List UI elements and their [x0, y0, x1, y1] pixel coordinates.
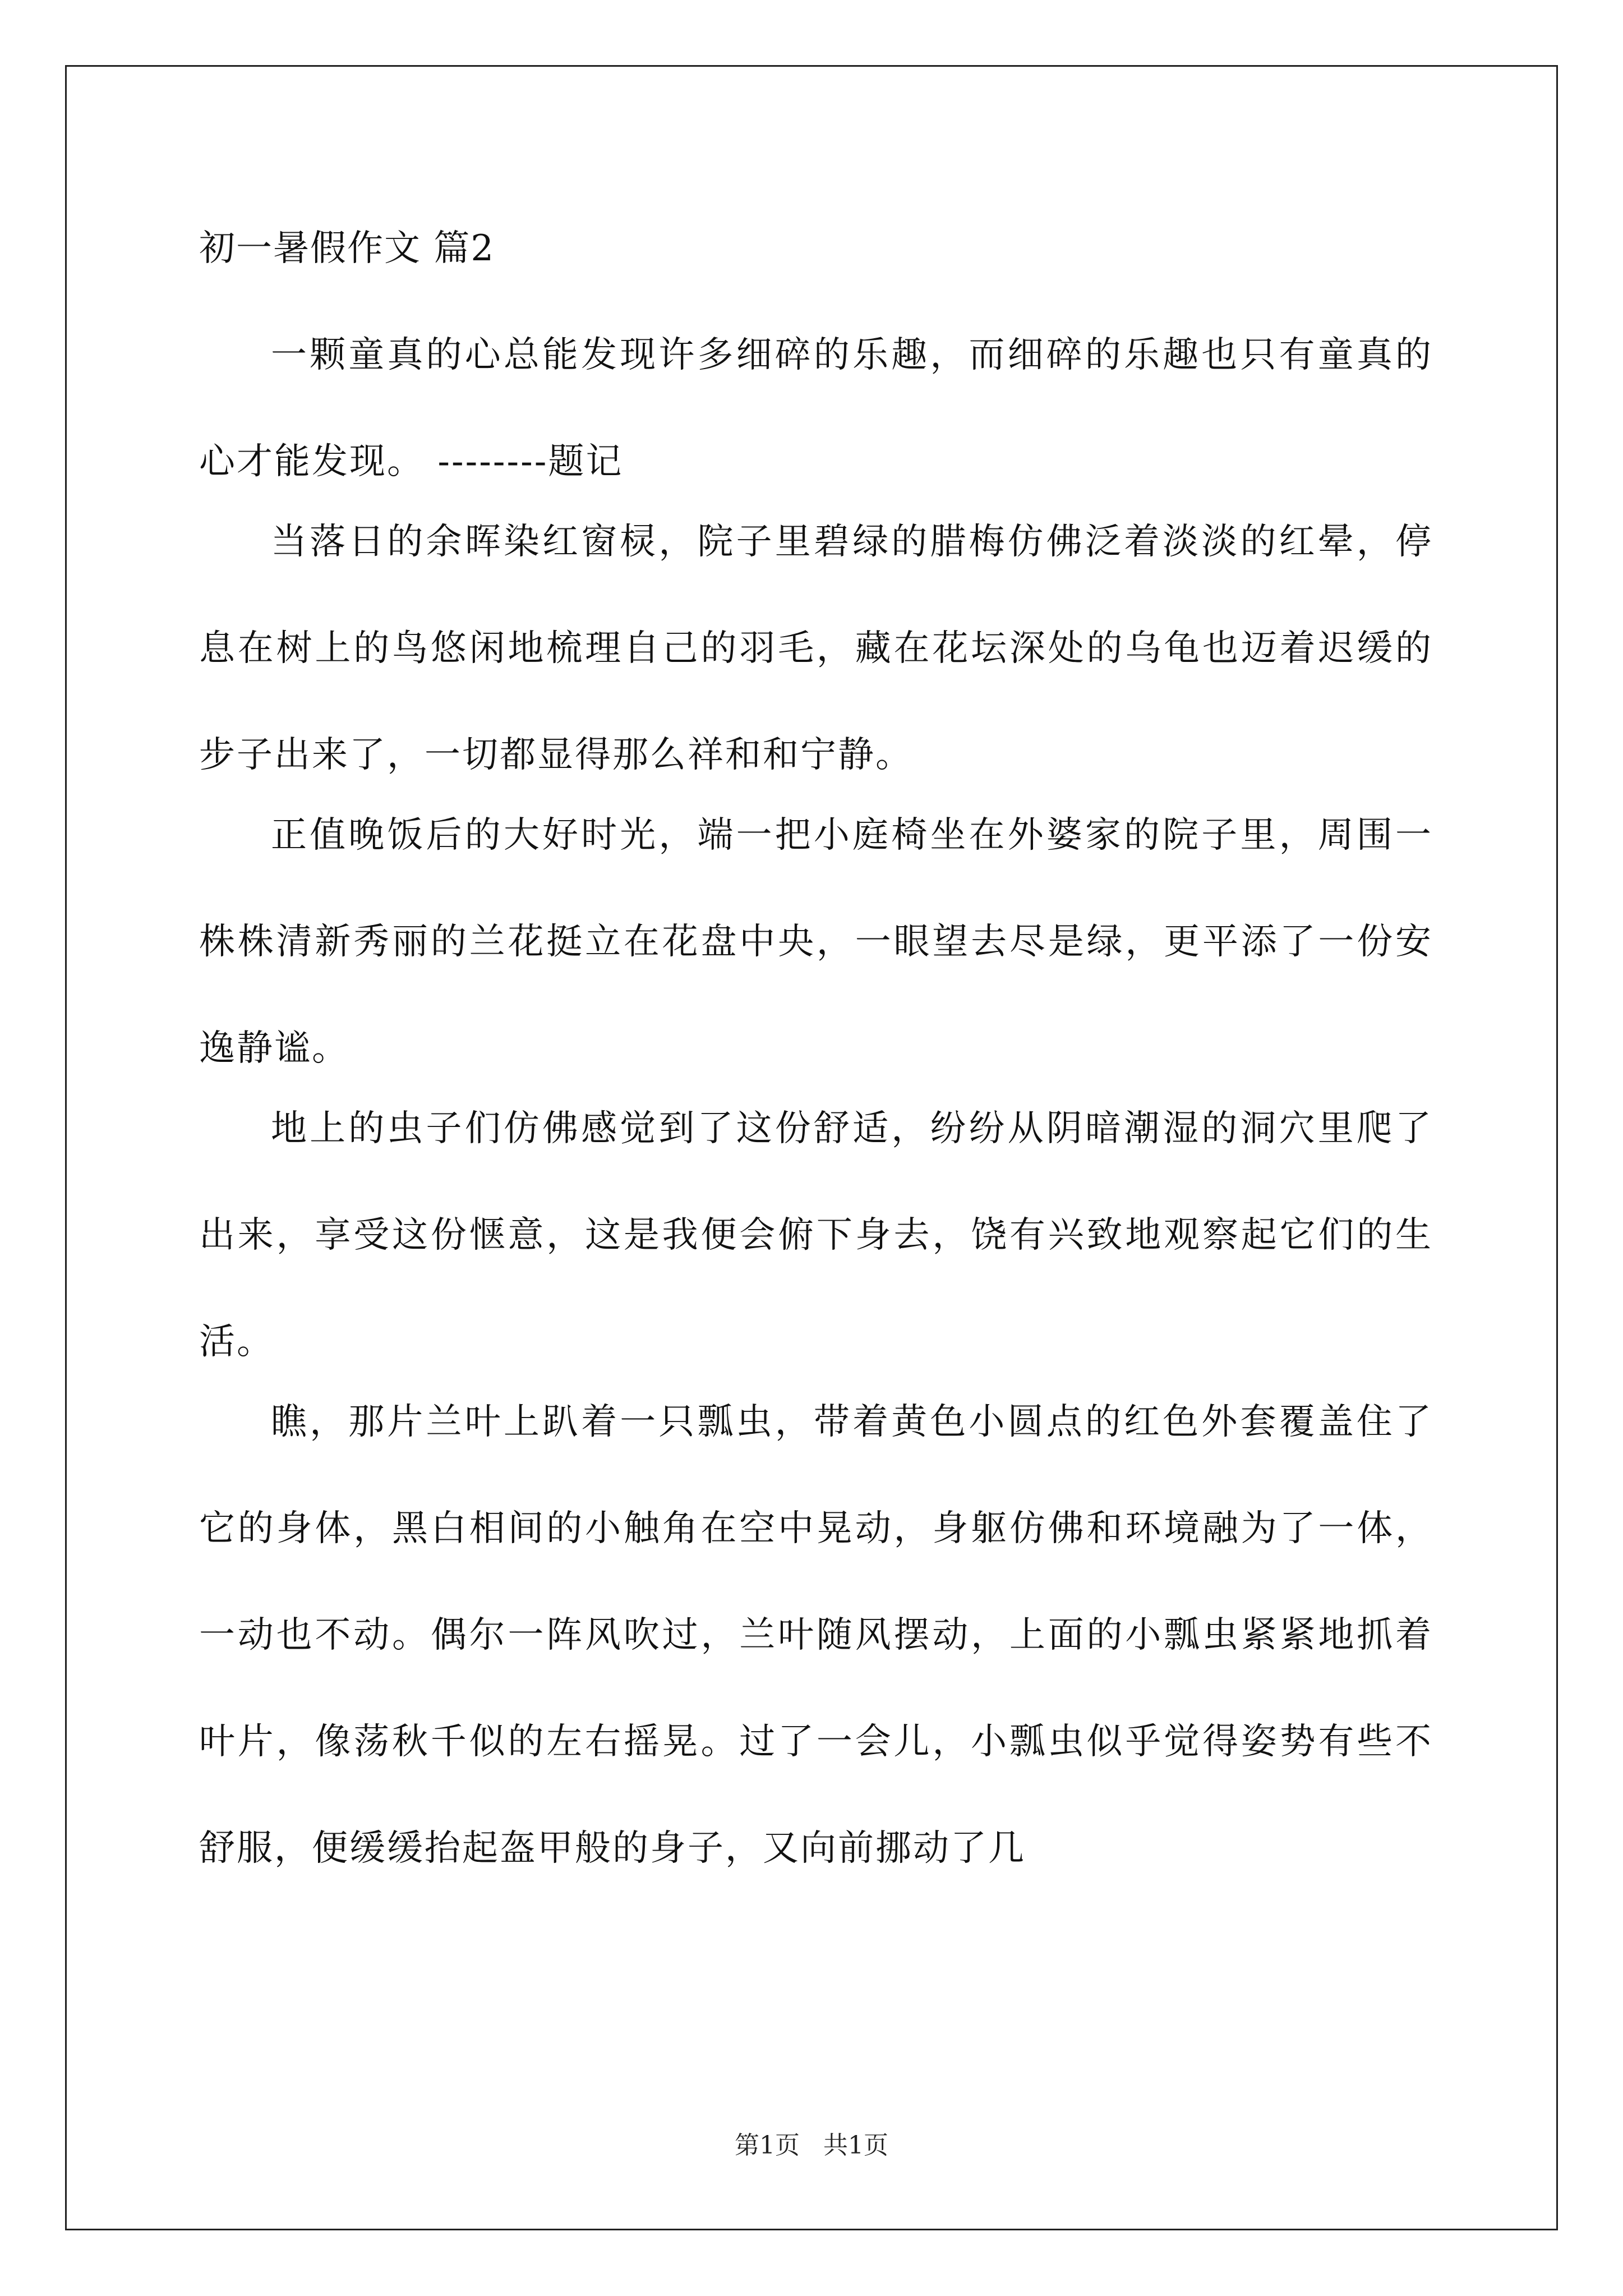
paragraph-5: 瞧，那片兰叶上趴着一只瓢虫，带着黄色小圆点的红色外套覆盖住了它的身体，黑白相间的小触角在空中晃动，身躯仿佛和环境融为了一体，一动也不动。偶尔一阵风吹过，兰叶随风摆动，上面的小瓢虫紧紧地抓着叶片，像荡秋千似的左右摇晃。过了一会儿，小瓢虫似乎觉得姿势有些不舒服，便缓缓抬起盔甲般的身子，又向前挪动了几 [199, 1401, 1433, 1869]
paragraph-3: 正值晚饭后的大好时光，端一把小庭椅坐在外婆家的院子里，周围一株株清新秀丽的兰花挺立在花盘中央，一眼望去尽是绿，更平添了一份安逸静谧。 [199, 815, 1433, 1069]
document-body [199, 222, 1433, 1902]
document-title: 初一暑假作文 篇2 [199, 228, 495, 269]
paragraph-1: 一颗童真的心总能发现许多细碎的乐趣，而细碎的乐趣也只有童真的心才能发现。 --------题记 [199, 334, 1433, 482]
page-number: 第1页 [735, 2131, 800, 2160]
paragraph-2: 当落日的余晖染红窗棂，院子里碧绿的腊梅仿佛泛着淡淡的红晕，停息在树上的鸟悠闲地梳理自己的羽毛，藏在花坛深处的乌龟也迈着迟缓的步子出来了，一切都显得那么祥和和宁静。 [199, 521, 1433, 776]
page-count: 共1页 [823, 2131, 888, 2160]
page-footer [0, 2125, 1623, 2161]
paragraph-4: 地上的虫子们仿佛感觉到了这份舒适，纷纷从阴暗潮湿的洞穴里爬了出来，享受这份惬意，这是我便会俯下身去，饶有兴致地观察起它们的生活。 [199, 1108, 1433, 1363]
